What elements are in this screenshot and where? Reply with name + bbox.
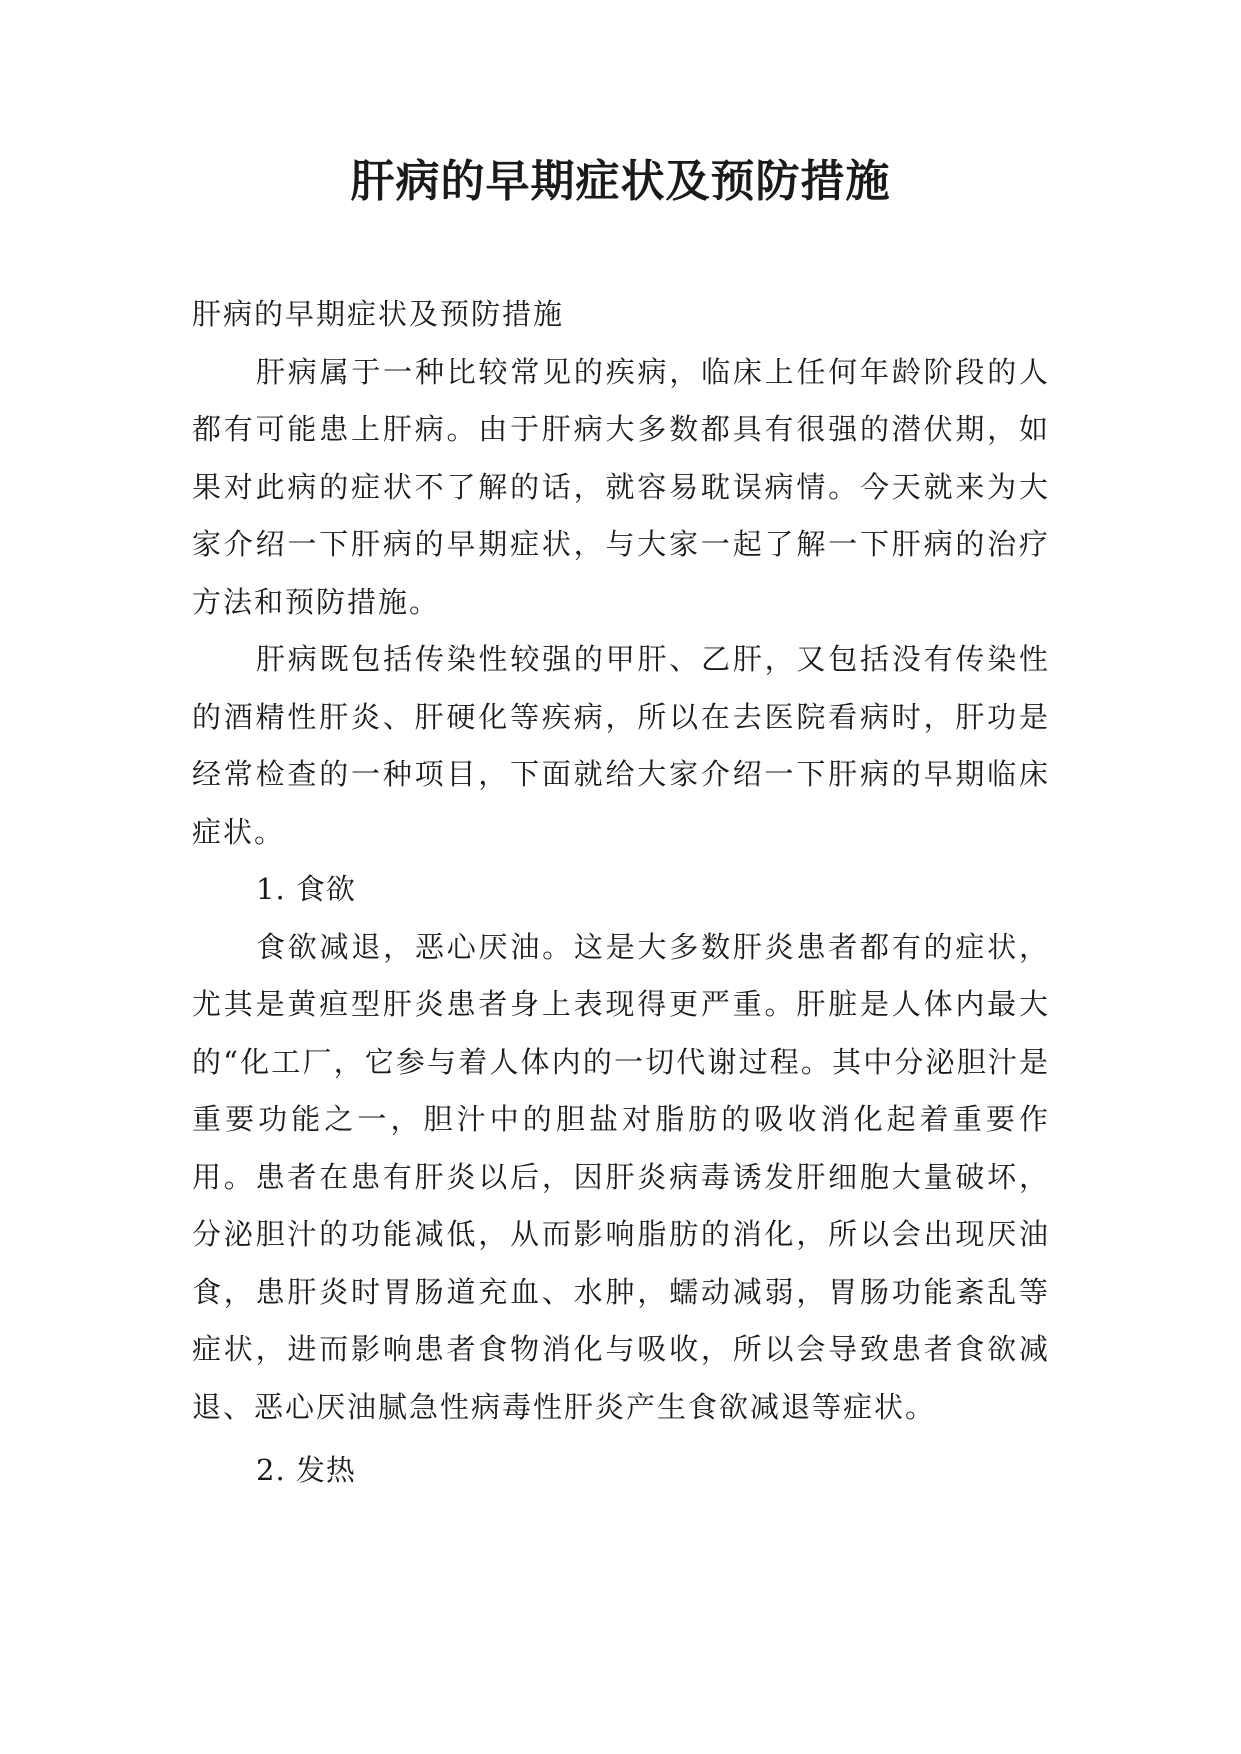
paragraph-overview: 肝病既包括传染性较强的甲肝、乙肝，又包括没有传染性的酒精性肝炎、肝硬化等疾病，所以在去医院看病时，肝功是经常检查的一种项目，下面就给大家介绍一下肝病的早期临床症状。 <box>192 642 1050 849</box>
paragraph-appetite: 食欲减退，恶心厌油。这是大多数肝炎患者都有的症状，尤其是黄疸型肝炎患者身上表现得更严重。肝脏是人体内最大的“化工厂，它参与着人体内的一切代谢过程。其中分泌胆汁是重要功能之一，胆汁中的胆盐对脂肪的吸收消化起着重要作用。患者在患有肝炎以后，因肝炎病毒诱发肝细胞大量破坏，分泌胆汁的功能减低，从而影响脂肪的消化，所以会出现厌油食，患肝炎时胃肠道充血、水肿，蠕动减弱，胃肠功能紊乱等症状，进而影响患者食物消化与吸收，所以会导致患者食欲减退、恶心厌油腻急性病毒性肝炎产生食欲减退等症状。 <box>192 929 1050 1424</box>
subtitle-line: 肝病的早期症状及预防措施 <box>192 297 565 331</box>
section-heading-fever: 2. 发热 <box>256 1453 356 1487</box>
section-heading-appetite: 1. 食欲 <box>256 872 356 906</box>
page-title: 肝病的早期症状及预防措施 <box>350 156 891 207</box>
paragraph-intro: 肝病属于一种比较常见的疾病，临床上任何年龄阶段的人都有可能患上肝病。由于肝病大多数都具有很强的潜伏期，如果对此病的症状不了解的话，就容易耽误病情。今天就来为大家介绍一下肝病的早期症状，与大家一起了解一下肝病的治疗方法和预防措施。 <box>192 354 1050 619</box>
document-body <box>192 286 1050 1500</box>
